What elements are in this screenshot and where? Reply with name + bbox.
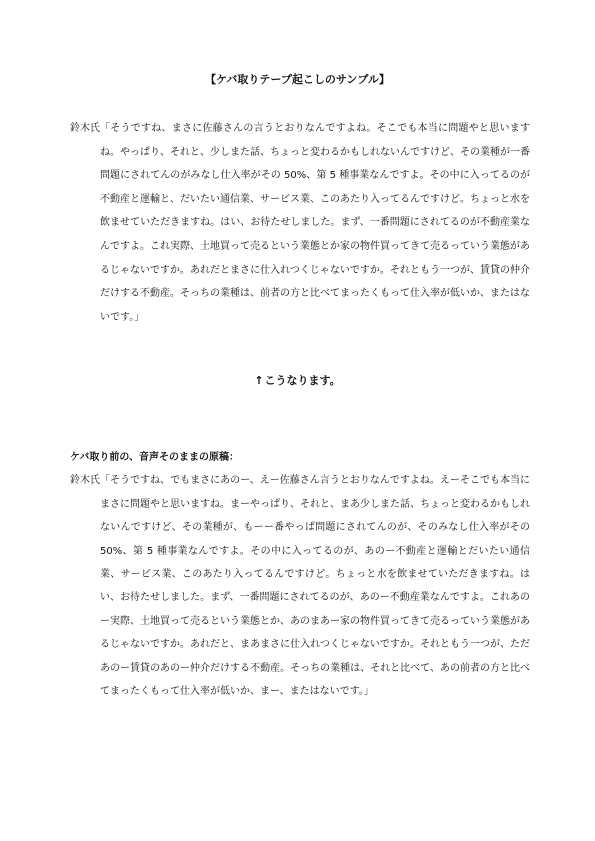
raw-section-label: ケバ取り前の、音声そのままの原稿： — [70, 452, 239, 463]
raw-speech — [70, 469, 530, 703]
clean-speech — [70, 117, 530, 329]
clean-speech-text: 「そうですね、まさに佐藤さんの言うとおりなんですよね。そこでも本当に問題やと思いますね。やっぱり、それと、少しまた話、ちょっと変わるかもしれないんですけど、その業種が一番問題にされてんのがみなし仕入率がその 50%、第 5 種事業なんですよ。その中に入ってるのが不動産と運輸と、だいたい通信業、サービス業、このあたり入ってるんですけど。ちょっと水を飲ませていただきますね。はい、お待たせしました。まず、一番問題にされてるのが不動産業なんですよ。これ実際、土地買って売るという業態とか家の物件買ってきて売るっていう業態があるじゃないですか。あれだとまさに仕入れつくじゃないですか。それともう一つが、賃貸の仲介だけする不動産。そっちの業種は、前者の方と比べてまったくもって仕入率が低いか、またはないです。」 — [100, 123, 530, 323]
clean-transcript-block — [70, 117, 530, 329]
raw-speaker-name: 鈴木氏 — [70, 475, 100, 487]
up-arrow-icon: ↑ — [254, 374, 264, 387]
document-title: 【ケバ取りテープ起こしのサンプル】 — [205, 73, 390, 86]
result-note — [0, 373, 595, 389]
clean-speaker-name: 鈴木氏 — [70, 123, 100, 134]
result-note-text: こうなります。 — [264, 374, 341, 387]
raw-transcript-block — [70, 446, 530, 703]
raw-speech-text: 「そうですね、でもまさにあのー、えー佐藤さん言うとおりなんですよね。えーそこでも本当にまさに問題やと思いますね。まーやっぱり、それと、まあ少しまた話、ちょっと変わるかもしれないんですけど、その業種が、もーー番やっぱ問題にされてんのが、そのみなし仕入率がその 50%、第 5 種事業なんですよ。その中に入ってるのが、あのー不動産と運輸とだいたい通信業、サービス業、このあたり入ってるんですけど。ちょっと水を飲ませていただきますね。はい、お待たせしました。まず、一番問題にされてるのが、あのー不動産業なんですよ。これあのー実際、土地買って売るという業態とか、あのまあー家の物件買ってきて売るっていう業態があるじゃないですか。あれだと、まあまさに仕入れつくじゃないですか。それともう一つが、ただあのー賃貸のあのー仲介だけする不動産。そっちの業種は、それと比べて、あの前者の方と比べてまったくもって仕入率が低いか、まー、またはないです。」 — [100, 475, 530, 698]
